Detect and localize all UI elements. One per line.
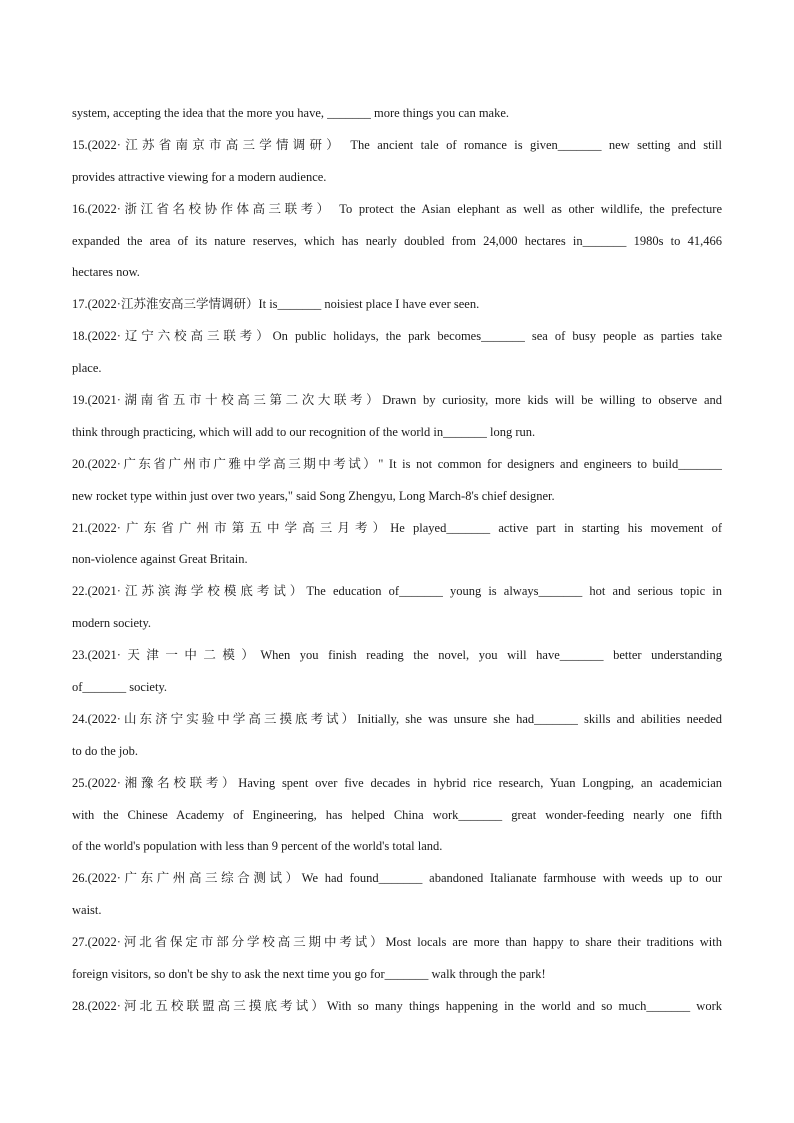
text-line: expanded the area of its nature reserves, which has nearly doubled from 24,000 hectares in_______ 1980s to 41,466 [72,233,722,248]
text-line: foreign visitors, so don't be shy to ask the next time you go for_______ walk through the park! [72,967,546,982]
text-line: 18.(2022·辽宁六校高三联考）On public holidays, the park becomes_______ sea of busy people as parties take [72,329,722,344]
text-line: 25.(2022·湘豫名校联考）Having spent over five decades in hybrid rice research, Yuan Longping, an academician [72,775,722,790]
text-line: 16.(2022·浙江省名校协作体高三联考） To protect the Asian elephant as well as other wildlife, the prefecture [72,201,722,216]
text-line: 20.(2022·广东省广州市广雅中学高三期中考试）" It is not common for designers and engineers to build_______ [72,456,722,471]
text-line: 15.(2022·江苏省南京市高三学情调研） The ancient tale of romance is given_______ new setting and still [72,137,722,152]
text-line: 24.(2022·山东济宁实验中学高三摸底考试）Initially, she was unsure she had_______ skills and abilities needed [72,711,722,726]
text-line: 19.(2021·湖南省五市十校高三第二次大联考）Drawn by curiosity, more kids will be willing to observe and [72,393,722,408]
text-line: new rocket type within just over two years," said Song Zhengyu, Long March-8's chief designer. [72,488,555,503]
text-line: 21.(2022·广东省广州市第五中学高三月考）He played_______ active part in starting his movement of [72,520,722,535]
text-line: 28.(2022·河北五校联盟高三摸底考试）With so many things happening in the world and so much_______ work [72,998,722,1013]
text-line: place. [72,361,102,376]
document-page [72,98,722,1023]
text-line: of_______ society. [72,680,168,695]
text-line: 23.(2021·天津一中二模）When you finish reading the novel, you will have_______ better understanding [72,648,722,663]
text-line: 22.(2021·江苏滨海学校模底考试）The education of_______ young is always_______ hot and serious topic in [72,584,722,599]
text-line: 17.(2022·江苏淮安高三学情调研）It is_______ noisiest place I have ever seen. [72,297,480,312]
text-line: hectares now. [72,265,140,280]
text-line: modern society. [72,616,152,631]
text-line: provides attractive viewing for a modern audience. [72,169,327,184]
text-line: 27.(2022·河北省保定市部分学校高三期中考试）Most locals are more than happy to share their traditions with [72,935,722,950]
text-line: 26.(2022·广东广州高三综合测试）We had found_______ abandoned Italianate farmhouse with weeds up to our [72,871,722,886]
text-line: system, accepting the idea that the more you have, _______ more things you can make. [72,106,510,120]
text-line: waist. [72,903,102,918]
text-line: think through practicing, which will add to our recognition of the world in_______ long run. [72,424,536,439]
text-line: of the world's population with less than 9 percent of the world's total land. [72,839,443,854]
text-line: with the Chinese Academy of Engineering, has helped China work_______ great wonder-feeding nearly one fifth [72,807,722,822]
text-line: non-violence against Great Britain. [72,552,248,567]
text-line: to do the job. [72,743,138,758]
